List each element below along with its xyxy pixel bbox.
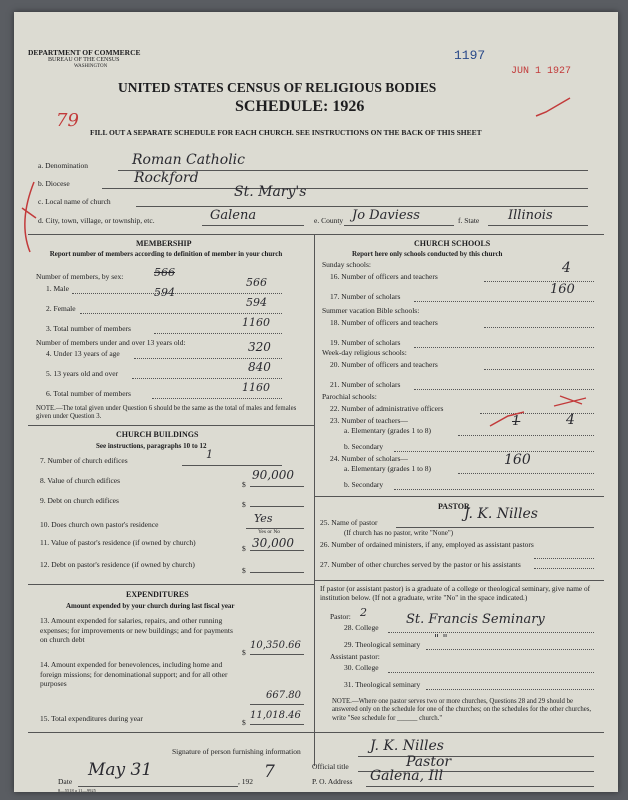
expenditures-divider: [28, 584, 314, 585]
q23a-scratch: 1: [512, 414, 521, 429]
q21-label: 21. Number of scholars: [330, 380, 401, 389]
q14-benevolence-amount: 667.80: [266, 690, 301, 701]
q24a-label: a. Elementary (grades 1 to 8): [344, 464, 432, 473]
q31-seminary-label: 31. Theological seminary: [344, 680, 421, 689]
q1-leader: [72, 293, 282, 294]
diocese-value: Rockford: [134, 170, 199, 186]
membership-instructions: Report number of members according to definition of member in your church: [49, 250, 283, 258]
q4-leader: [134, 358, 282, 359]
q3-total-value: 1160: [242, 316, 270, 329]
diocese-line: [102, 188, 588, 189]
pastor-mark: 2: [360, 606, 367, 619]
year-prefix: , 192: [238, 777, 253, 786]
bureau-label: BUREAU OF THE CENSUS: [48, 57, 120, 63]
q12-line: [250, 572, 304, 573]
q11-line: [250, 550, 304, 551]
q9-line: [250, 506, 304, 507]
summer-schools-label: Summer vacation Bible schools:: [322, 306, 420, 315]
q25-note: (If church has no pastor, write "None"): [344, 529, 454, 537]
q22-strike-icon: [552, 394, 588, 410]
q2-female-value: 594: [246, 296, 267, 309]
county-value: Jo Daviess: [352, 208, 420, 223]
pastor-heading: PASTOR: [438, 502, 470, 511]
census-schedule-sheet: [14, 12, 618, 792]
q23-red-mark-icon: [488, 408, 528, 430]
denomination-value: Roman Catholic: [132, 152, 245, 168]
q1-male-label: 1. Male: [46, 284, 69, 293]
date-value: May 31: [88, 760, 153, 780]
address-value: Galena, Ill: [370, 768, 444, 784]
q11-dollar: $: [242, 544, 246, 553]
state-value: Illinois: [508, 208, 553, 223]
q2-female-label: 2. Female: [46, 304, 76, 313]
parochial-schools-label: Parochial schools:: [322, 392, 377, 401]
q16-label: 16. Number of officers and teachers: [330, 272, 438, 281]
q20-label: 20. Number of officers and teachers: [330, 360, 438, 369]
date-label: Date: [58, 777, 73, 786]
q9-dollar: $: [242, 500, 246, 509]
q27-leader: [534, 568, 594, 569]
q19-leader: [414, 347, 594, 348]
form-title: UNITED STATES CENSUS OF RELIGIOUS BODIES: [118, 80, 437, 95]
graduate-divider: [314, 580, 604, 581]
q28-college-label: 28. College: [344, 623, 379, 632]
pastor-footnote: NOTE.—Where one pastor serves two or more churches, Questions 28 and 29 should be answered only on the schedule for one of the churches; on the schedules for the other churches, write "See schedule for ______ church.": [332, 698, 592, 722]
state-line: [488, 225, 588, 226]
q22-label: 22. Number of administrative officers: [330, 404, 444, 413]
q8-dollar: $: [242, 480, 246, 489]
q23a-value: 4: [566, 412, 575, 428]
assistant-pastor-subheading: Assistant pastor:: [330, 652, 380, 661]
q15-line: [250, 724, 304, 725]
q4-under13-value: 320: [248, 340, 271, 354]
q29-seminary-label: 29. Theological seminary: [344, 640, 421, 649]
pastor-divider: [314, 496, 604, 497]
expenditures-instructions: Amount expended by your church during last fiscal year: [66, 602, 235, 610]
q25-name-value: J. K. Nilles: [464, 506, 538, 522]
q2-leader: [80, 313, 282, 314]
q24a-value: 160: [504, 452, 531, 468]
q5-over13-value: 840: [248, 360, 271, 374]
q18-label: 18. Number of officers and teachers: [330, 318, 438, 327]
q7-edifices-value: 1: [206, 448, 213, 461]
q18-leader: [484, 327, 594, 328]
city-field-label: d. City, town, village, or township, etc.: [38, 216, 155, 225]
signature-line: [358, 756, 594, 757]
members-by-age-label: Number of members under and over 13 years old:: [36, 338, 186, 347]
q23-label: 23. Number of teachers—: [330, 416, 408, 425]
q4-under13-label: 4. Under 13 years of age: [46, 349, 120, 358]
membership-footnote: NOTE.—The total given under Question 6 should be the same as the total of males and females given under Question 3.: [36, 405, 297, 420]
signature-value: J. K. Nilles: [370, 738, 444, 754]
q25-name-label: 25. Name of pastor: [320, 518, 378, 527]
address-label: P. O. Address: [312, 777, 353, 786]
female-scratch-value: 594: [154, 286, 175, 299]
q29-seminary-value: " ": [434, 632, 448, 645]
q13-expenses-label: 13. Amount expended for salaries, repairs, and other running expenses; for improvements or new buildings; and for payments on church debt: [40, 616, 233, 644]
official-title-label: Official title: [312, 762, 349, 771]
q26-ministers-label: 26. Number of ordained ministers, if any, employed as assistant pastors: [320, 540, 534, 549]
sunday-schools-label: Sunday schools:: [322, 260, 371, 269]
q15-total-label: 15. Total expenditures during year: [40, 714, 143, 723]
q11-residence-value-label: 11. Value of pastor's residence (if owned by church): [40, 538, 196, 547]
q24b-leader: [394, 489, 594, 490]
membership-heading: MEMBERSHIP: [136, 239, 192, 248]
q14-line: [250, 704, 304, 705]
instruction-line: FILL OUT A SEPARATE SCHEDULE FOR EACH CHURCH. SEE INSTRUCTIONS ON THE BACK OF THIS SHEET: [90, 128, 482, 137]
q24b-label: b. Secondary: [344, 480, 384, 489]
q24-label: 24. Number of scholars—: [330, 454, 408, 463]
city-line: [202, 225, 304, 226]
q12-residence-debt-label: 12. Debt on pastor's residence (if owned by church): [40, 560, 195, 569]
q13-line: [250, 654, 304, 655]
q7-line: [182, 465, 282, 466]
county-line: [344, 225, 454, 226]
q9-debt-label: 9. Debt on church edifices: [40, 496, 119, 505]
q30-leader: [388, 672, 594, 673]
receipt-date-stamp: JUN 1 1927: [511, 66, 572, 77]
buildings-instructions: See instructions, paragraphs 10 to 12: [96, 442, 207, 450]
q6-leader: [152, 398, 282, 399]
pastor-subheading: Pastor:: [330, 612, 351, 621]
buildings-heading: CHURCH BUILDINGS: [116, 430, 199, 439]
section-divider-top: [28, 234, 604, 235]
male-scratch-value: 566: [154, 266, 175, 279]
q5-over13-label: 5. 13 years old and over: [46, 369, 119, 378]
q29-leader: [426, 649, 594, 650]
state-label: f. State: [458, 216, 480, 225]
q6-total-label: 6. Total number of members: [46, 389, 131, 398]
q16-leader: [484, 281, 594, 282]
signature-divider: [28, 732, 604, 733]
q23a-label: a. Elementary (grades 1 to 8): [344, 426, 432, 435]
graduate-instructions: If pastor (or assistant pastor) is a graduate of a college or theological seminary, give name of institution below. (If not a graduate, write "No" in the space indicated.): [320, 584, 591, 602]
q8-value-label: 8. Value of church edifices: [40, 476, 121, 485]
year-value: 7: [264, 762, 275, 782]
q23b-leader: [394, 451, 594, 452]
form-subtitle: SCHEDULE: 1926: [235, 98, 365, 115]
city-label: WASHINGTON: [74, 64, 108, 69]
church-name-label: c. Local name of church: [38, 197, 111, 206]
q16-value: 4: [562, 260, 571, 276]
q10-hint: Yes or No: [258, 529, 281, 535]
q12-dollar: $: [242, 566, 246, 575]
q31-leader: [426, 689, 594, 690]
city-value: Galena: [210, 208, 257, 223]
q30-college-label: 30. College: [344, 663, 379, 672]
q19-label: 19. Number of scholars: [330, 338, 401, 347]
q27-other-churches-label: 27. Number of other churches served by the pastor or his assistants: [320, 560, 521, 569]
q28-leader: [388, 632, 594, 633]
expenditures-heading: EXPENDITURES: [126, 590, 189, 599]
q10-residence-value: Yes: [254, 512, 273, 525]
q26-leader: [534, 558, 594, 559]
column-divider: [314, 234, 315, 766]
q8-line: [250, 486, 304, 487]
q15-total-amount: 11,018.46: [250, 710, 301, 721]
schools-instructions: Report here only schools conducted by this church: [352, 250, 503, 258]
q13-expenses-amount: 10,350.66: [250, 640, 301, 651]
q13-dollar: $: [242, 648, 246, 657]
q1-male-value: 566: [246, 276, 267, 289]
q6-total-value: 1160: [242, 381, 270, 394]
q17-leader: [414, 301, 594, 302]
q20-leader: [484, 369, 594, 370]
q28-college-value: St. Francis Seminary: [406, 612, 545, 627]
q10-residence-label: 10. Does church own pastor's residence: [40, 520, 159, 529]
receipt-number-stamp: 1197: [454, 48, 486, 63]
q14-benevolence-label: 14. Amount expended for benevolences, including home and foreign missions; for denominational support; and for all other purposes: [40, 660, 228, 688]
q3-total-label: 3. Total number of members: [46, 324, 131, 333]
q23b-label: b. Secondary: [344, 442, 384, 451]
form-code: 8—5518 a 11—9925: [58, 788, 96, 793]
q23a-leader: [458, 435, 594, 436]
q17-value: 160: [550, 282, 575, 297]
check-mark-icon: [534, 94, 574, 124]
church-name-value: St. Mary's: [234, 184, 307, 200]
margin-number: 79: [56, 110, 79, 131]
q8-value-amount: 90,000: [252, 468, 294, 482]
signature-label: Signature of person furnishing information: [172, 747, 301, 756]
q11-residence-amount: 30,000: [252, 536, 294, 550]
official-title-value: Pastor: [406, 754, 452, 770]
q17-label: 17. Number of scholars: [330, 292, 401, 301]
weekday-schools-label: Week-day religious schools:: [322, 348, 407, 357]
schools-heading: CHURCH SCHOOLS: [414, 239, 491, 248]
denomination-label: a. Denomination: [38, 161, 88, 170]
members-by-sex-label: Number of members, by sex:: [36, 272, 124, 281]
address-line: [366, 786, 594, 787]
q3-leader: [154, 333, 282, 334]
church-name-line: [136, 206, 588, 207]
department-label: DEPARTMENT OF COMMERCE: [28, 48, 141, 57]
county-label: e. County: [314, 216, 344, 225]
diocese-label: b. Diocese: [38, 179, 70, 188]
q5-leader: [132, 378, 282, 379]
q24a-leader: [458, 473, 594, 474]
date-line: [78, 786, 238, 787]
q7-edifices-label: 7. Number of church edifices: [40, 456, 128, 465]
q15-dollar: $: [242, 718, 246, 727]
q21-leader: [414, 389, 594, 390]
q25-line: [396, 527, 594, 528]
buildings-divider: [28, 425, 314, 426]
